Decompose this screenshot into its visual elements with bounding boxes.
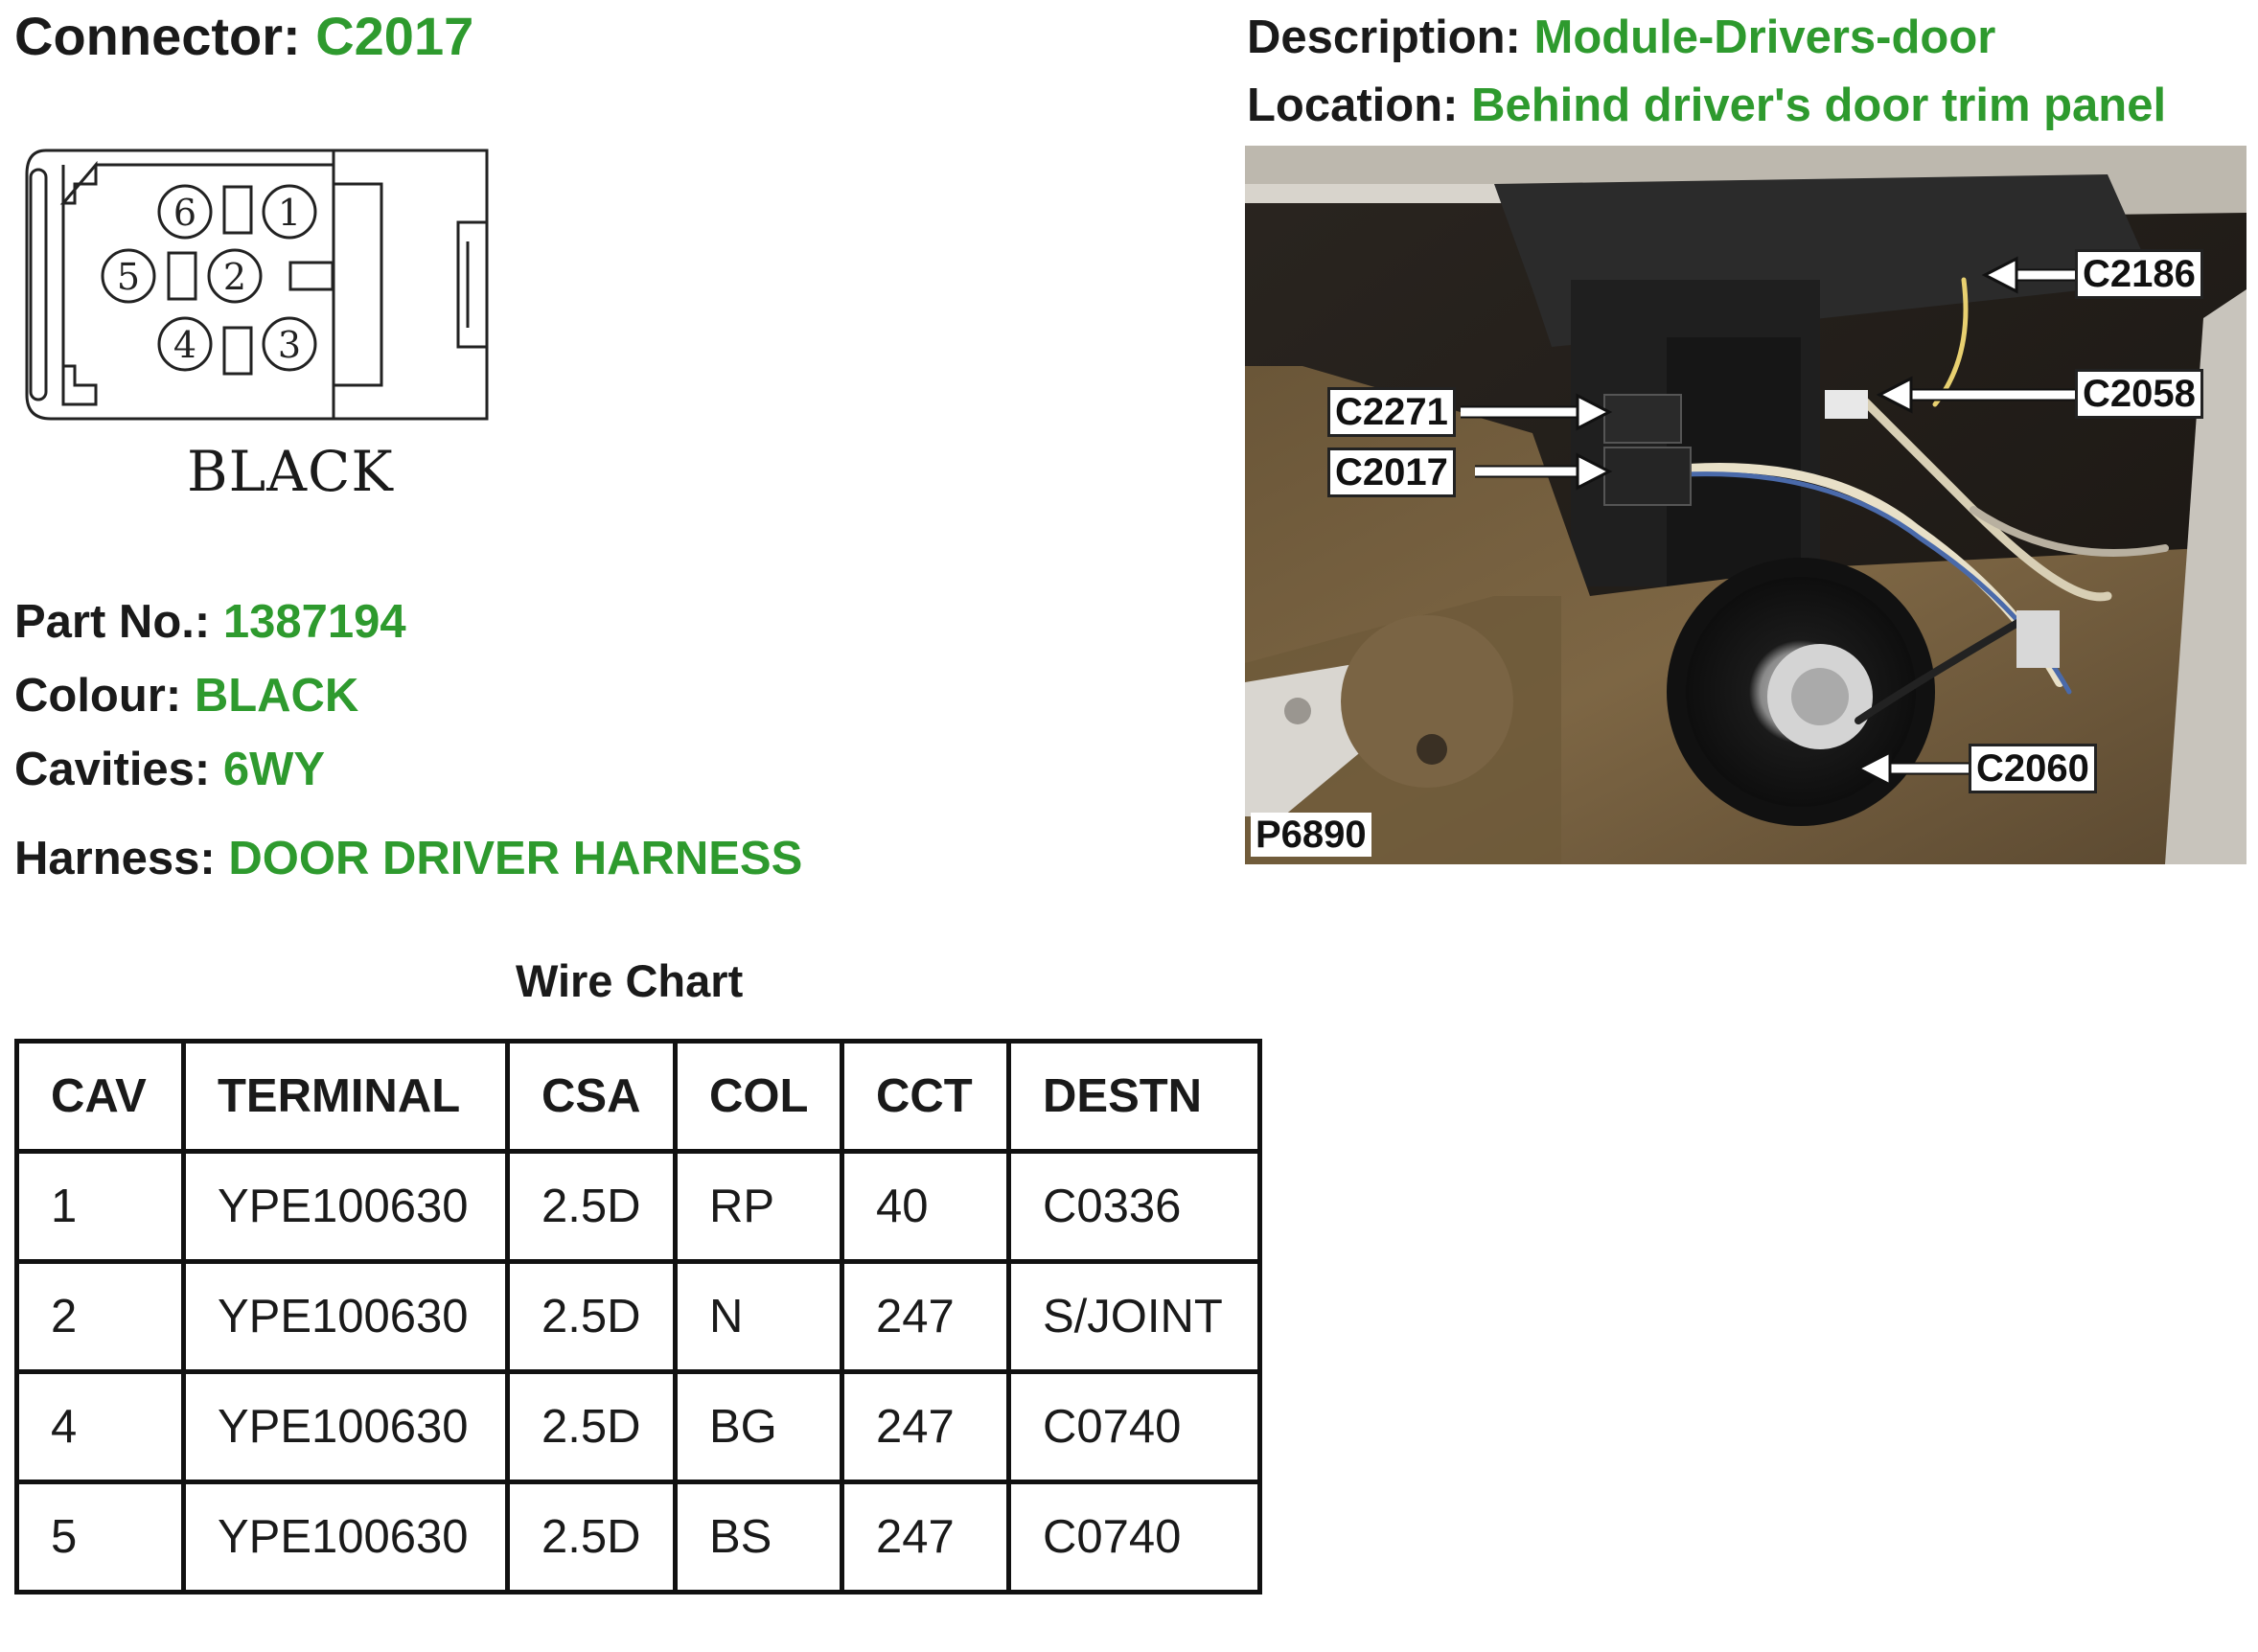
wire-chart-title: Wire Chart: [516, 955, 744, 1006]
part-no-value: 1387194: [222, 596, 406, 648]
cell-csa: 2.5D: [508, 1262, 676, 1372]
location-label: Location:: [1247, 80, 1459, 131]
cell-destn: S/JOINT: [1009, 1262, 1260, 1372]
wire-chart-table: [14, 1039, 1262, 1595]
cell-col: BG: [676, 1372, 842, 1482]
description-field: [1247, 11, 1996, 63]
cell-cav: 2: [17, 1262, 184, 1372]
header-csa: CSA: [508, 1042, 676, 1152]
location-value: Behind driver's door trim panel: [1471, 80, 2167, 131]
cavities-field: [14, 746, 325, 793]
description-value: Module-Drivers-door: [1533, 11, 1996, 63]
cavities-value: 6WY: [222, 744, 326, 795]
cell-col: RP: [676, 1152, 842, 1262]
harness-field: [14, 833, 803, 884]
cell-cav: 1: [17, 1152, 184, 1262]
colour-value: BLACK: [194, 670, 359, 722]
callout-c2058: C2058: [2075, 369, 2203, 419]
table-row: [17, 1482, 1260, 1593]
cell-csa: 2.5D: [508, 1152, 676, 1262]
location-field: [1247, 82, 2166, 129]
pin-label: 4: [173, 324, 197, 366]
callout-c2271: C2271: [1327, 387, 1456, 437]
cell-cav: 4: [17, 1372, 184, 1482]
cell-cct: 247: [842, 1482, 1009, 1593]
pin-label: 5: [116, 256, 141, 298]
pin-label: 3: [277, 324, 302, 366]
cell-terminal: YPE100630: [184, 1482, 508, 1593]
table-row: [17, 1262, 1260, 1372]
cell-cct: 40: [842, 1152, 1009, 1262]
cell-destn: C0336: [1009, 1152, 1260, 1262]
header-col: COL: [676, 1042, 842, 1152]
header-terminal: TERMINAL: [184, 1042, 508, 1152]
pin-label: 6: [173, 192, 197, 234]
cell-csa: 2.5D: [508, 1482, 676, 1593]
table-row: [17, 1152, 1260, 1262]
callout-c2017: C2017: [1327, 447, 1456, 497]
callout-c2060: C2060: [1969, 744, 2097, 793]
description-label: Description:: [1247, 11, 1521, 63]
pin-label: 1: [277, 192, 302, 234]
cell-cct: 247: [842, 1262, 1009, 1372]
connector-label: Connector:: [14, 6, 301, 66]
location-photo: [1245, 146, 2246, 864]
connector-face-diagram: [17, 146, 496, 424]
cell-terminal: YPE100630: [184, 1372, 508, 1482]
cell-col: BS: [676, 1482, 842, 1593]
cell-csa: 2.5D: [508, 1372, 676, 1482]
harness-value: DOOR DRIVER HARNESS: [228, 833, 803, 884]
connector-field: [14, 6, 474, 66]
part-no-field: [14, 596, 406, 648]
callout-c2186: C2186: [2075, 249, 2203, 299]
harness-label: Harness:: [14, 833, 216, 884]
cell-cct: 247: [842, 1372, 1009, 1482]
header-destn: DESTN: [1009, 1042, 1260, 1152]
part-no-label: Part No.:: [14, 596, 211, 648]
header-cct: CCT: [842, 1042, 1009, 1152]
connector-colour-label: BLACK: [187, 439, 394, 504]
photo-reference: P6890: [1251, 813, 1371, 857]
cell-destn: C0740: [1009, 1372, 1260, 1482]
table-row: [17, 1372, 1260, 1482]
cell-col: N: [676, 1262, 842, 1372]
cell-terminal: YPE100630: [184, 1262, 508, 1372]
cell-cav: 5: [17, 1482, 184, 1593]
cell-destn: C0740: [1009, 1482, 1260, 1593]
colour-label: Colour:: [14, 670, 182, 722]
connector-value: C2017: [315, 6, 474, 66]
cell-terminal: YPE100630: [184, 1152, 508, 1262]
pin-label: 2: [222, 256, 247, 298]
colour-field: [14, 670, 359, 722]
cavities-label: Cavities:: [14, 744, 211, 795]
table-header-row: [17, 1042, 1260, 1152]
header-cav: CAV: [17, 1042, 184, 1152]
